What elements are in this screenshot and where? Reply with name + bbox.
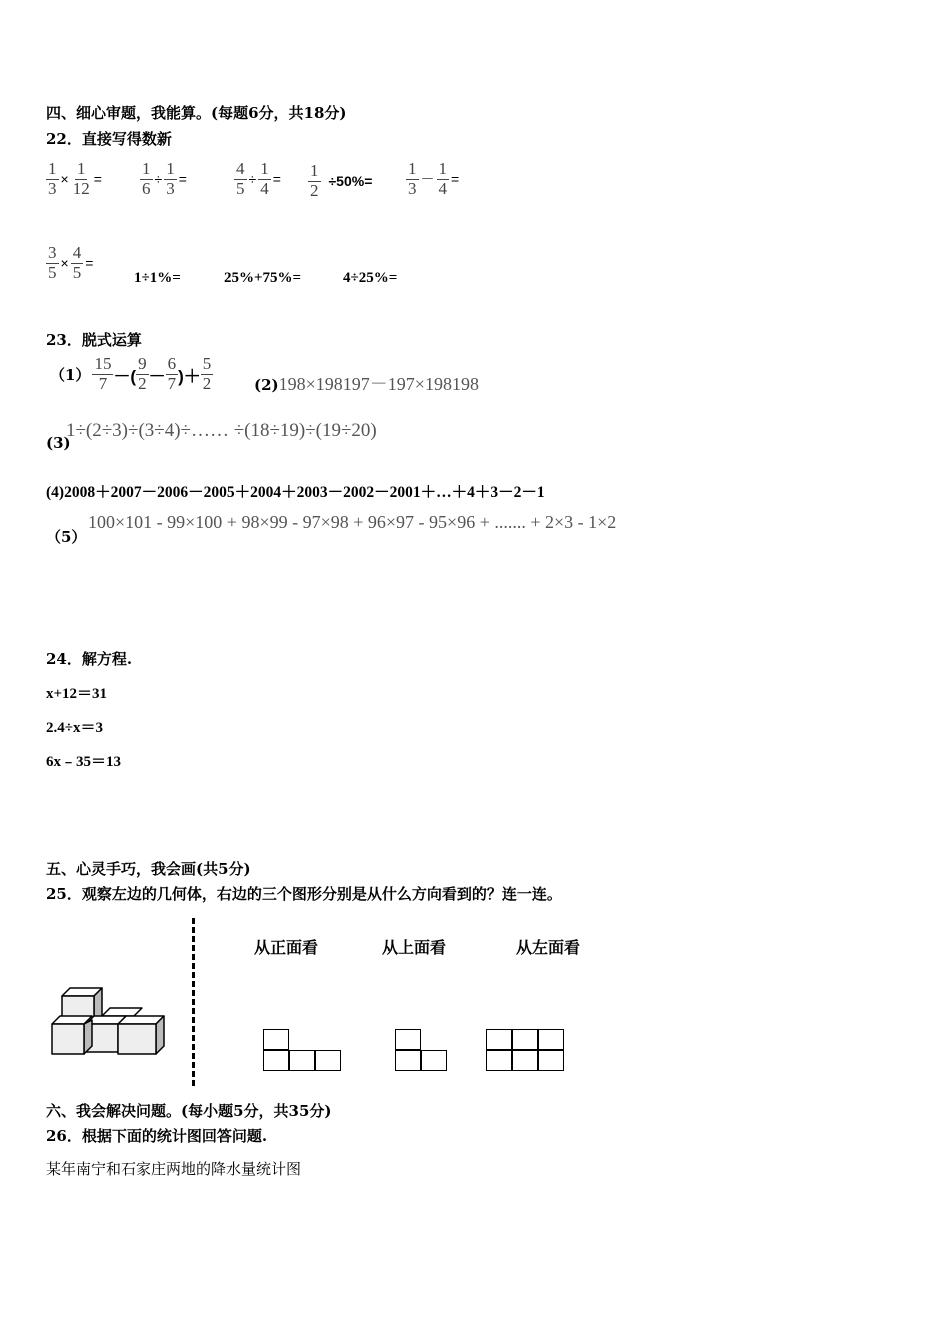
q22-item-1: $\frac{1}{3}$ × $\frac{1}{12}$ = (48, 159, 102, 198)
q23-part-1: （1） $\frac{15}{7}$ －( $\frac{9}{2}$ － $\frac{6}{7}$ )＋ $\frac{5}{2}$ (50, 354, 212, 393)
equation-3: 6x﹣35＝13 (46, 754, 122, 770)
dashed-divider (192, 918, 195, 1086)
fraction: $\frac{6}{7}$ (167, 354, 177, 393)
q23-part-4: (4)2008＋2007－2006－2005＋2004＋2003－2002－2001＋…＋4＋3－2－1 (46, 484, 545, 501)
view-label-left: 从左面看 (516, 938, 581, 957)
q22-item-7: 1÷1%= (134, 270, 181, 286)
fraction: $\frac{9}{2}$ (138, 354, 147, 393)
fraction: $\frac{1}{4}$ (438, 159, 447, 198)
fraction: $\frac{1}{12}$ (72, 159, 90, 198)
chart-title: 某年南宁和石家庄两地的降水量统计图 (46, 1160, 302, 1178)
fraction: $\frac{1}{4}$ (260, 159, 269, 198)
q25-label: 25．观察左边的几何体，右边的三个图形分别是从什么方向看到的？连一连。 (46, 885, 562, 903)
q23-part-5-expr: 100×101 - 99×100 + 98×99 - 97×98 + 96×97 - 95×96 + ....... + 2×3 - 1×2 (88, 512, 617, 532)
equation-2: 2.4÷x＝3 (46, 720, 103, 736)
q22-item-4: $\frac{1}{2}$ ÷50%= (310, 161, 373, 200)
fraction: $\frac{3}{5}$ (48, 243, 57, 282)
fraction: $\frac{5}{2}$ (202, 354, 212, 393)
fraction: $\frac{1}{6}$ (142, 159, 151, 198)
fraction: $\frac{1}{3}$ (166, 159, 175, 198)
section-5-title: 五、心灵手巧，我会画(共5分) (46, 860, 251, 878)
q24-label: 24．解方程. (46, 650, 133, 668)
q22-item-8: 25%+75%= (224, 270, 302, 286)
section-4-title: 四、细心审题，我能算。(每题6分，共18分) (46, 104, 347, 122)
q22-item-6: $\frac{3}{5}$ × $\frac{4}{5}$ = (48, 243, 94, 282)
view-shape-1[interactable] (263, 1029, 343, 1073)
fraction: $\frac{4}{5}$ (236, 159, 245, 198)
fraction: $\frac{1}{2}$ (310, 161, 319, 200)
section-6-title: 六、我会解决问题。(每小题5分，共35分) (46, 1102, 332, 1120)
fraction: $\frac{1}{3}$ (48, 159, 57, 198)
q22-item-5: $\frac{1}{3}$ － $\frac{1}{4}$ = (408, 159, 460, 198)
fraction: $\frac{1}{3}$ (408, 159, 417, 198)
q26-label: 26．根据下面的统计图回答问题. (46, 1127, 268, 1145)
fraction: $\frac{4}{5}$ (72, 243, 82, 282)
q23-part-3-expr: 1÷(2÷3)÷(3÷4)÷…… ÷(18÷19)÷(19÷20) (66, 420, 377, 441)
q22-item-9: 4÷25%= (343, 270, 398, 286)
view-shape-3[interactable] (486, 1029, 566, 1073)
equation-1: x+12＝31 (46, 686, 108, 702)
q23-label: 23．脱式运算 (46, 331, 142, 349)
q22-item-2: $\frac{1}{6}$ ÷ $\frac{1}{3}$ = (142, 159, 187, 198)
fraction: $\frac{15}{7}$ (94, 354, 112, 393)
q23-part-2: (2)198×198197－197×198198 (254, 374, 479, 394)
q22-label: 22．直接写得数新 (46, 130, 172, 148)
view-shape-2[interactable] (395, 1029, 449, 1073)
q23-part-3-label: (3) (46, 434, 71, 452)
view-label-front: 从正面看 (254, 938, 319, 957)
view-label-top: 从上面看 (382, 938, 447, 957)
q22-item-3: $\frac{4}{5}$ ÷ $\frac{1}{4}$ = (236, 159, 281, 198)
geometric-solid-figure (46, 984, 170, 1060)
q23-part-5-label: （5） (46, 528, 87, 546)
